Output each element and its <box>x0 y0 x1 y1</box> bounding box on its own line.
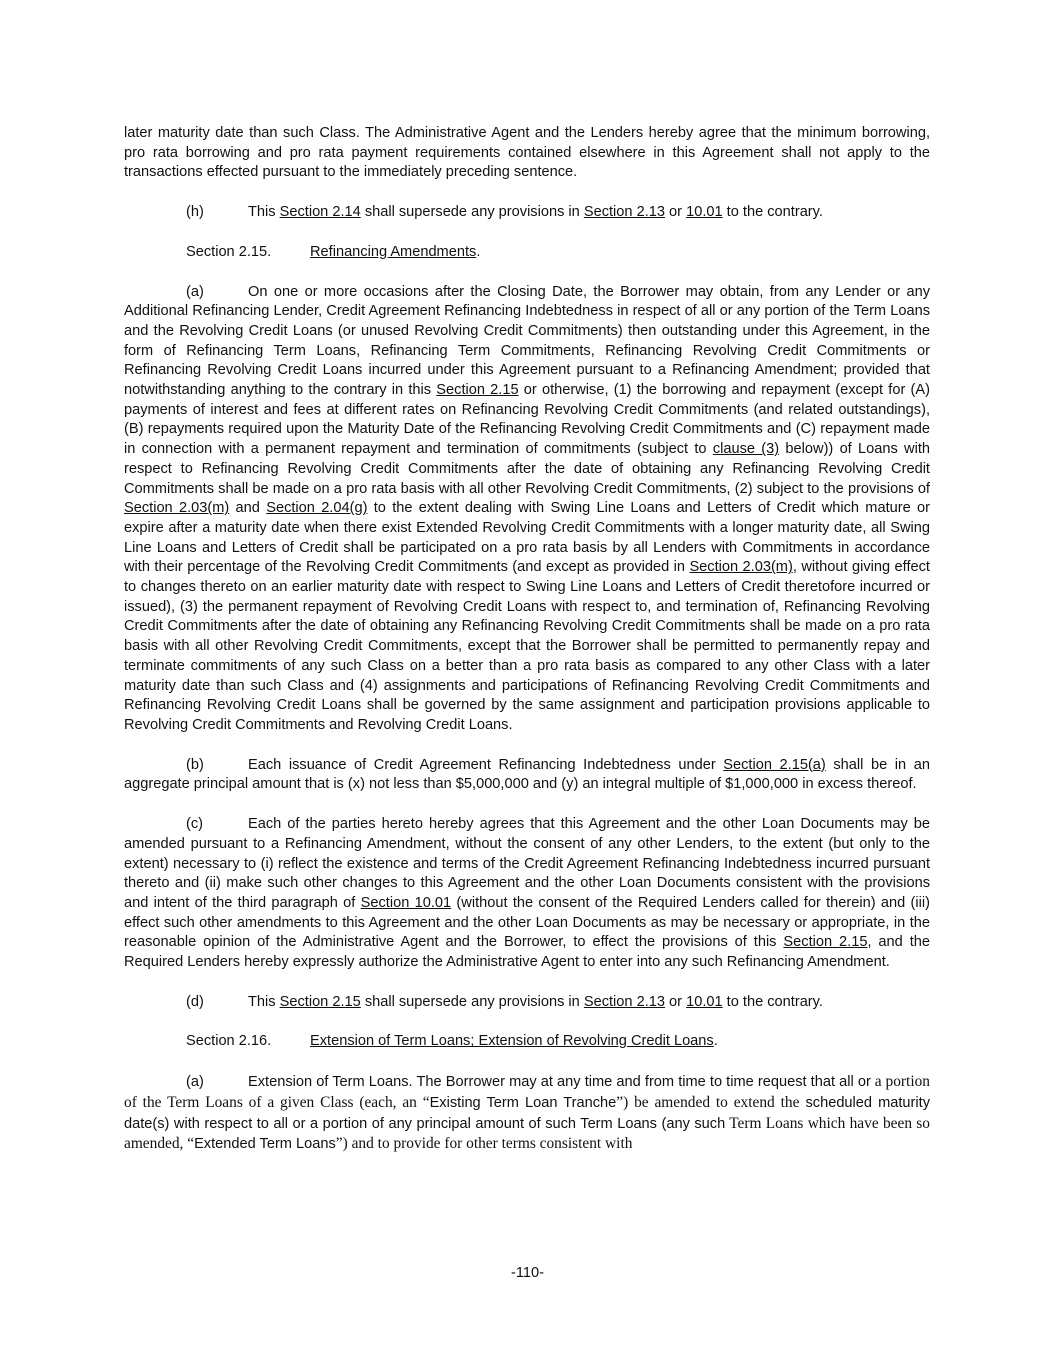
text-run: to the contrary. <box>722 993 823 1010</box>
text-run: This <box>248 993 280 1010</box>
paragraph-2-15-b <box>124 756 930 795</box>
text-run: or <box>665 204 687 221</box>
paragraph-2-14-h <box>124 203 930 223</box>
cross-reference-link[interactable]: Section 2.15(a) <box>723 756 826 773</box>
section-title-punct: . <box>476 243 481 260</box>
cross-reference-link[interactable]: Section 2.15 <box>436 382 519 399</box>
cross-reference-link[interactable]: 10.01 <box>686 204 723 221</box>
text-run: ”) and to provide for other terms consistent with <box>335 1135 633 1153</box>
text-run: to the contrary. <box>722 204 823 221</box>
text-run: , without giving effect to changes thereto on an earlier maturity date with respect to Swing Line Loans and Letters of Credit theretofore incurred or issued), (3) the permanent repayment of Revolving Credit Loans with respect to, and termination of, Refinancing Revolving Credit Commitments after the date of obtaining any Refinancing Revolving Credit Commitments shall be made on a pro rata basis with all other Revolving Credit Commitments, except that the Borrower shall be permitted to permanently repay and terminate commitments of any such Class on a better than a pro rata basis as compared to any other Class with a later maturity date than such Class and (4) assignments and participations of Refinancing Revolving Credit Commitments and Refinancing Revolving Credit Loans shall be governed by the same assignment and participation provisions applicable to Revolving Credit Commitments and Revolving Credit Loans. <box>124 559 930 733</box>
paragraph-2-15-a <box>124 283 930 736</box>
text-run: below)) of Loans with respect to Refinancing Revolving Credit Commitments after the date of obtaining any Refinancing Revolving Credit Commitments shall be made on a pro rata basis with all other Revolving Credit Commitments, (2) subject to the provisions of <box>124 441 931 497</box>
text-run: (without the consent of the Required Lenders called for therein) and (iii) effect such other amendments to this Agreement and the other Loan Documents as may be necessary or appropriate, in the reasonable opinion of the Administrative Agent and the Borrower, to effect the provisions of this <box>124 894 930 951</box>
section-number: Section 2.16. <box>186 1033 272 1050</box>
section-heading-2-15 <box>186 243 930 263</box>
paragraph-2-16-a <box>124 1072 930 1155</box>
text-run: shall supersede any provisions in <box>360 204 584 221</box>
text-run: Term Loans which have been so amended, “ <box>124 1114 930 1153</box>
text-run: ”) be amended to extend the <box>616 1093 800 1111</box>
section-heading-2-16 <box>186 1032 930 1052</box>
text-run: scheduled maturity date(s) with respect to all or a portion of any principal amount of such Term Loans (any such <box>124 1094 930 1132</box>
paragraph-label: (d) <box>186 993 204 1010</box>
paragraph-label: (a) <box>186 283 204 300</box>
section-title-punct: . <box>713 1033 718 1050</box>
cross-reference-link[interactable]: Section 2.14 <box>279 204 361 221</box>
cross-reference-link[interactable]: Section 2.13 <box>583 204 665 221</box>
text-run: or <box>665 993 687 1010</box>
paragraph-text: later maturity date than such Class. The Administrative Agent and the Lenders hereby agree that the minimum borrowing, pro rata borrowing and pro rata payment requirements contained elsewhere in this Agreement shall not apply to the transactions effected pursuant to the immediately preceding sentence. <box>124 125 930 181</box>
text-run: On one or more occasions after the Closing Date, the Borrower may obtain, from any Lender or any Additional Refinancing Lender, Credit Agreement Refinancing Indebtedness in respect of all or any portion of the Term Loans and the Revolving Credit Loans (or unused Revolving Credit Commitments) then outstanding under this Agreement, in the form of Refinancing Term Loans, Refinancing Term Commitments, Refinancing Revolving Credit Commitments or Refinancing Revolving Credit Loans incurred under this Agreement pursuant to a Refinancing Amendment; provided that notwithstanding anything to the contrary in this <box>124 283 930 399</box>
text-run: and <box>229 500 267 517</box>
text-run: shall be in an aggregate principal amount that is (x) not less than $5,000,000 and (y) an integral multiple of $1,000,000 in excess thereof. <box>124 756 930 793</box>
text-run: , and the Required Lenders hereby expressly authorize the Administrative Agent to enter into any such Refinancing Amendment. <box>124 934 930 971</box>
text-run: Each of the parties hereto hereby agrees that this Agreement and the other Loan Documents may be amended pursuant to a Refinancing Amendment, without the consent of any other Lenders, to the extent (but only to the extent) necessary to (i) reflect the existence and terms of the Credit Agreement Refinancing Indebtedness incurred pursuant thereto and (ii) make such other changes to this Agreement and the other Loan Documents consistent with the provisions and intent of the third paragraph of <box>124 816 930 911</box>
cross-reference-link[interactable]: Section 10.01 <box>360 894 452 911</box>
paragraph-2-15-c <box>124 815 930 973</box>
defined-term: Existing Term Loan Tranche <box>429 1094 617 1111</box>
text-run: a portion of the Term Loans of a given Class (each, an “ <box>124 1073 930 1111</box>
cross-reference-link[interactable]: Section 2.13 <box>583 993 665 1010</box>
cross-reference-link[interactable]: Section 2.03(m) <box>689 559 793 576</box>
text-run: or otherwise, (1) the borrowing and repayment (except for (A) payments of interest and fees at different rates on Refinancing Revolving Credit Commitments (and related outstandings), (B) repayments required upon the Maturity Date of the Refinancing Revolving Credit Commitments and (C) repayment made in connection with a permanent repayment and termination of commitments (subject to <box>124 382 931 458</box>
cross-reference-link[interactable]: clause (3) <box>712 441 780 458</box>
cross-reference-link[interactable]: Section 2.15 <box>279 993 361 1010</box>
cross-reference-link[interactable]: Section 2.03(m) <box>124 500 230 517</box>
cross-reference-link[interactable]: Section 2.04(g) <box>266 500 368 517</box>
text-run: shall supersede any provisions in <box>360 993 584 1010</box>
paragraph-continued <box>124 124 930 183</box>
paragraph-label: (c) <box>186 816 204 833</box>
text-run: to the extent dealing with Swing Line Loans and Letters of Credit which mature or expire after a maturity date when there exist Extended Revolving Credit Commitments with a longer maturity date, all Swing Line Loans and Letters of Credit shall be participated on a pro rata basis by all Lenders with Commitments in accordance with their percentage of the Revolving Credit Commitments (and except as provided in <box>124 500 930 576</box>
text-run: Each issuance of Credit Agreement Refinancing Indebtedness under <box>248 756 724 773</box>
cross-reference-link[interactable]: Section 2.15 <box>783 934 868 951</box>
document-page <box>124 124 930 1175</box>
paragraph-2-15-d <box>124 993 930 1013</box>
section-number: Section 2.15. <box>186 243 272 260</box>
cross-reference-link[interactable]: 10.01 <box>686 993 723 1010</box>
text-run: This <box>248 204 280 221</box>
paragraph-label: (a) <box>186 1074 204 1091</box>
text-run: Extension of Term Loans. The Borrower may at any time and from time to time request that all or <box>248 1074 871 1091</box>
paragraph-label: (h) <box>186 204 204 221</box>
section-title: Refinancing Amendments <box>310 243 477 260</box>
page-number: -110- <box>511 1265 544 1281</box>
defined-term: Extended Term Loans <box>194 1136 336 1153</box>
paragraph-label: (b) <box>186 756 204 773</box>
section-title: Extension of Term Loans; Extension of Revolving Credit Loans <box>310 1033 714 1050</box>
